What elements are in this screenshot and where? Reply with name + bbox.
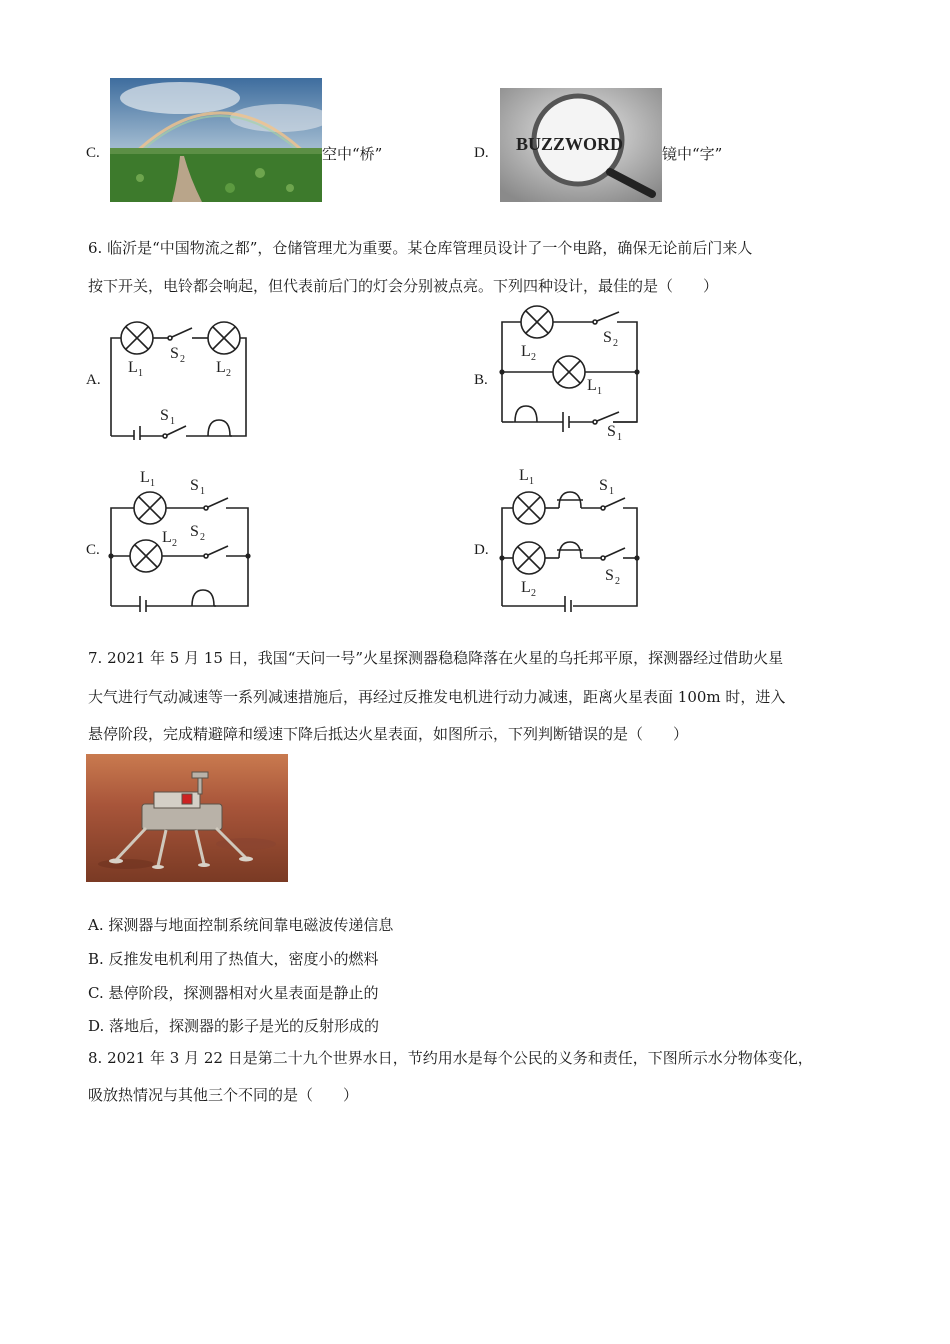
svg-text:S: S <box>603 329 612 346</box>
svg-text:S: S <box>607 423 616 440</box>
svg-text:L: L <box>162 529 172 546</box>
q6-option-a-letter: A. <box>86 372 101 388</box>
q7-option-b: B. 反推发电机利用了热值大，密度小的燃料 <box>88 950 379 968</box>
svg-text:1: 1 <box>609 486 614 497</box>
svg-text:2: 2 <box>615 576 620 587</box>
svg-text:1: 1 <box>617 432 622 443</box>
svg-text:2: 2 <box>531 352 536 363</box>
svg-text:1: 1 <box>150 478 155 489</box>
svg-text:S: S <box>160 407 169 424</box>
svg-text:1: 1 <box>200 486 205 497</box>
svg-text:1: 1 <box>170 416 175 427</box>
magnifier-photo <box>500 88 662 202</box>
svg-text:L: L <box>519 467 529 484</box>
circuit-b-diagram <box>497 304 647 446</box>
svg-text:L: L <box>587 377 597 394</box>
circuit-c-diagram <box>106 460 256 612</box>
svg-text:L: L <box>128 359 138 376</box>
svg-text:L: L <box>521 579 531 596</box>
svg-text:S: S <box>190 477 199 494</box>
svg-text:2: 2 <box>200 532 205 543</box>
svg-text:S: S <box>170 345 179 362</box>
q6-stem-line1: 6. 临沂是“中国物流之都”，仓储管理尤为重要。某仓库管理员设计了一个电路，确保无论前后门来人 <box>88 239 753 257</box>
q7-option-d: D. 落地后，探测器的影子是光的反射形成的 <box>88 1017 380 1035</box>
mars-lander-photo <box>86 754 288 882</box>
rainbow-photo <box>110 78 322 202</box>
svg-text:S: S <box>190 523 199 540</box>
circuit-a-diagram <box>106 318 256 440</box>
svg-text:L: L <box>521 343 531 360</box>
q7-stem-line1: 7. 2021 年 5 月 15 日，我国“天问一号”火星探测器稳稳降落在火星的乌托邦平原，探测器经过借助火星 <box>88 649 784 667</box>
q5-option-d-letter: D. <box>474 145 489 161</box>
q6-option-d-letter: D. <box>474 542 489 558</box>
svg-text:L: L <box>140 469 150 486</box>
svg-text:2: 2 <box>172 538 177 549</box>
svg-text:1: 1 <box>138 368 143 379</box>
svg-text:2: 2 <box>226 368 231 379</box>
circuit-d-diagram <box>497 460 647 612</box>
q5-option-d-caption: 镜中“字” <box>662 145 723 163</box>
q6-option-b-letter: B. <box>474 372 488 388</box>
svg-text:L: L <box>216 359 226 376</box>
q6-stem-line2: 按下开关，电铃都会响起，但代表前后门的灯会分别被点亮。下列四种设计，最佳的是（ ） <box>88 277 719 295</box>
svg-text:2: 2 <box>180 354 185 365</box>
q8-stem-line2: 吸放热情况与其他三个不同的是（ ） <box>88 1086 359 1104</box>
q8-stem-line1: 8. 2021 年 3 月 22 日是第二十九个世界水日，节约用水是每个公民的义务和责任，下图所示水分物体变化， <box>88 1049 813 1067</box>
q5-option-c-letter: C. <box>86 145 100 161</box>
q6-option-c-letter: C. <box>86 542 100 558</box>
q5-option-c-caption: 空中“桥” <box>322 145 383 163</box>
svg-text:S: S <box>605 567 614 584</box>
svg-text:2: 2 <box>613 338 618 349</box>
q7-option-c: C. 悬停阶段，探测器相对火星表面是静止的 <box>88 984 379 1002</box>
svg-text:S: S <box>599 477 608 494</box>
q7-stem-line2: 大气进行气动减速等一系列减速措施后，再经过反推发电机进行动力减速，距离火星表面 100m 时，进入 <box>88 688 786 706</box>
q7-stem-line3: 悬停阶段，完成精避障和缓速下降后抵达火星表面，如图所示，下列判断错误的是（ ） <box>88 725 689 743</box>
q7-option-a: A. 探测器与地面控制系统间靠电磁波传递信息 <box>88 916 394 934</box>
svg-text:1: 1 <box>597 386 602 397</box>
buzzword-text: BUZZWORD <box>516 134 624 154</box>
svg-text:2: 2 <box>531 588 536 599</box>
svg-text:1: 1 <box>529 476 534 487</box>
